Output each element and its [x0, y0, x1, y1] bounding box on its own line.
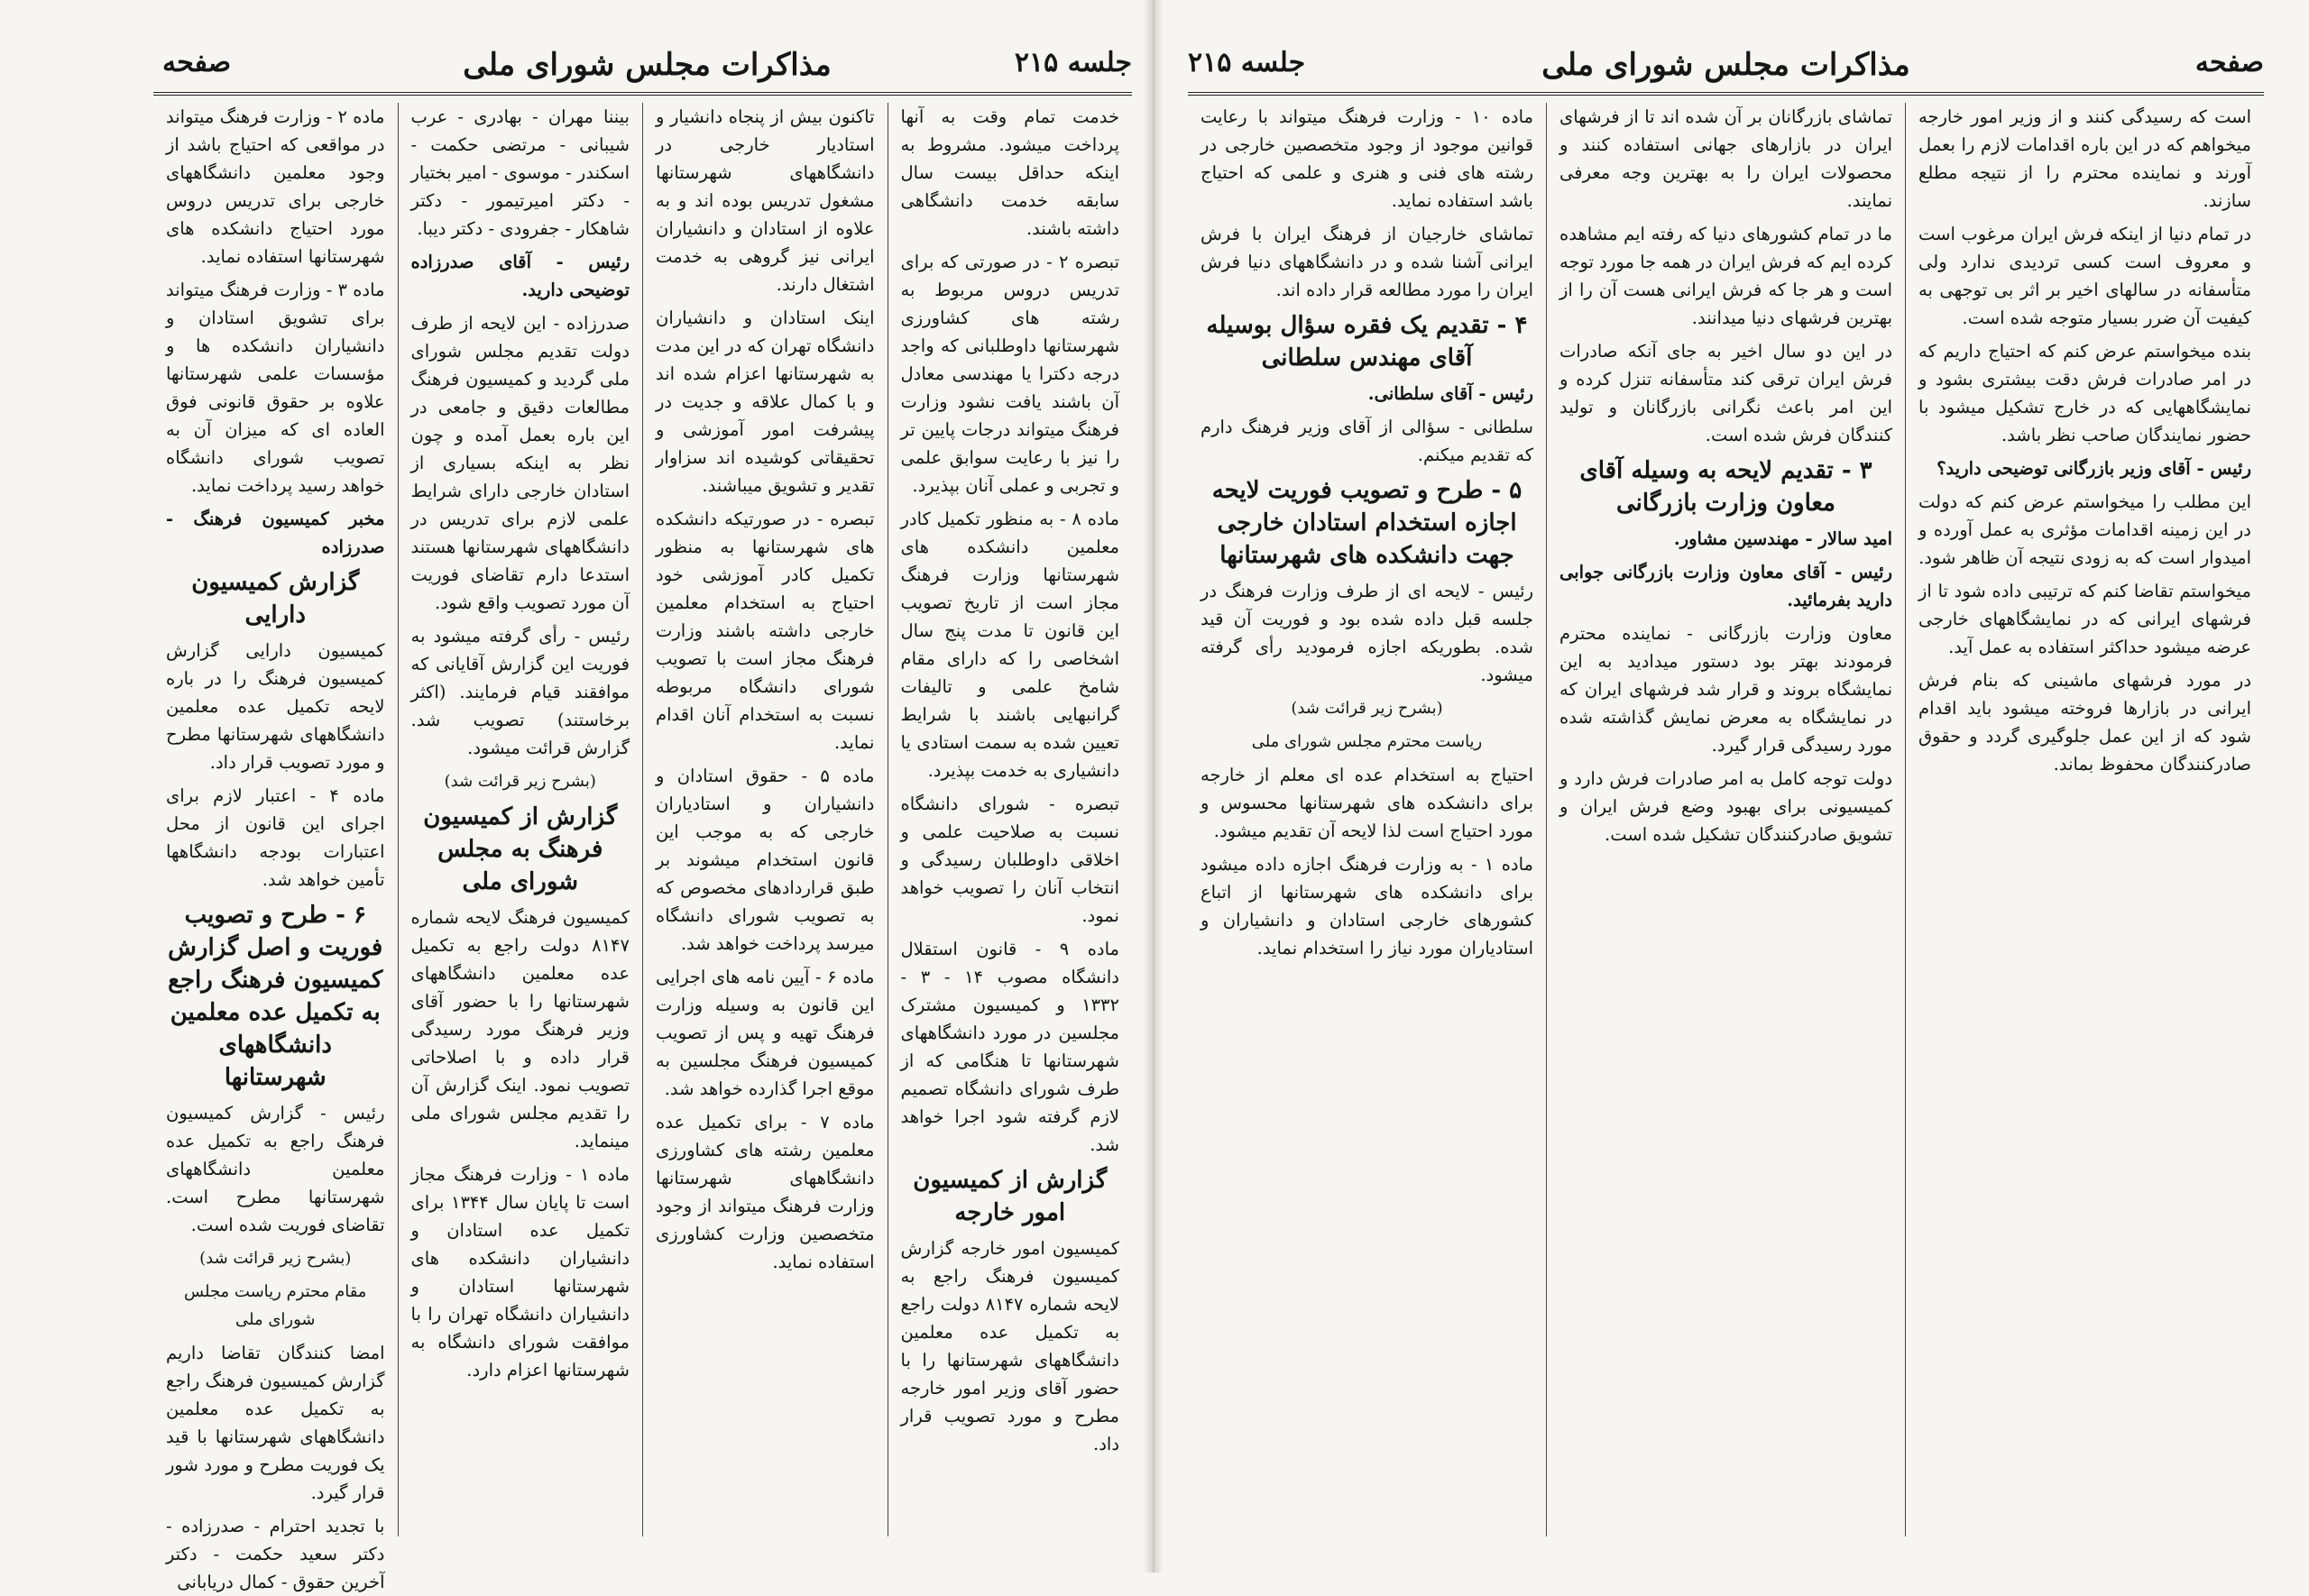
paragraph: است که رسیدگی کنند و از وزیر امور خارجه میخواهم که در این باره اقدامات لازم را بعمل آورند و نماینده محترم را از نتیجه مطلع سازند. [1918, 106, 2251, 211]
address-line: مقام محترم ریاست مجلس شورای ملی [184, 1282, 367, 1329]
paragraph: ما در تمام کشورهای دنیا که رفته ایم مشاهده کرده ایم که فرش ایران در همه جا مورد توجه است و هر جا که فرش ایرانی هست آن را از بهترین فرشهای دنیا میدانند. [1559, 224, 1892, 328]
section-heading: گزارش کمیسیون دارایی [191, 569, 360, 628]
left-session-label: جلسه ۲۱۵ [1014, 47, 1132, 78]
section-heading: گزارش از کمیسیون فرهنگ به مجلس شورای ملی [423, 803, 618, 895]
paragraph: رئیس - گزارش کمیسیون فرهنگ راجع به تکمیل عده معلمین دانشگاههای شهرستانها مطرح است. تقاضای فوریت شده است. [166, 1103, 385, 1235]
speaker-line: امید سالار - مهندسین مشاور. [1673, 528, 1892, 549]
paragraph: تماشای بازرگانان بر آن شده اند تا از فرشهای ایران در بازارهای جهانی استفاده کنند و محصولات ایران را به بهترین وجه معرفی نمایند. [1559, 106, 1892, 211]
paragraph: اینک استادان و دانشیاران دانشگاه تهران که در این مدت به شهرستانها اعزام شده اند و با کمال علاقه و جدیت در پیشرفت امور آموزشی و تحقیقاتی کوشیده اند سزاوار تقدیر و تشویق میباشند. [656, 307, 875, 496]
right-header-rule [1188, 92, 2264, 96]
paragraph: تبصره - در صورتیکه دانشکده های شهرستانها به منظور تکمیل کادر آموزشی خود احتیاج به استخدام معلمین خارجی داشته باشند وزارت فرهنگ مجاز است با تصویب شورای دانشگاه مربوطه نسبت به استخدام آنان اقدام نماید. [656, 509, 875, 753]
speaker-line: رئیس - آقای معاون وزارت بازرگانی جوابی دارید بفرمائید. [1559, 562, 1892, 610]
left-page [0, 0, 1150, 1592]
left-page-header [162, 40, 1132, 94]
signature-line: مخبر کمیسیون فرهنگ - صدرزاده [166, 509, 385, 557]
paragraph: ماده ۵ - حقوق استادان و دانشیاران و استادیاران خارجی که به موجب این قانون استخدام میشوند بر طبق قراردادهای مخصوص که به تصویب شورای دانشگاه میرسد پرداخت خواهد شد. [656, 766, 875, 954]
paragraph: کمیسیون دارایی گزارش کمیسیون فرهنگ را در باره لایحه تکمیل عده معلمین دانشگاههای شهرستانها مطرح و مورد تصویب قرار داد. [166, 640, 385, 773]
paragraph: صدرزاده - این لایحه از طرف دولت تقدیم مجلس شورای ملی گردید و کمیسیون فرهنگ مطالعات دقیق و جامعی در این باره بعمل آمده و چون نظر به اینکه بسیاری از استادان خارجی دارای شرایط علمی لازم برای تدریس در دانشگاههای شهرستانها هستند استدعا دارم تقاضای فوریت آن مورد تصویب واقع شود. [410, 313, 630, 613]
paragraph: احتیاج به استخدام عده ای معلم از خارجه برای دانشکده های شهرستانها محسوس و مورد احتیاج است لذا لایحه آن تقدیم میشود. [1200, 765, 1533, 841]
right-page-title: مذاکرات مجلس شورای ملی [1541, 47, 1910, 83]
address-line: ریاست محترم مجلس شورای ملی [1251, 732, 1483, 751]
paragraph: با تجدید احترام - صدرزاده - دکتر سعید حکمت - دکتر آخرین حقوق - کمال دریابانی [166, 1516, 385, 1592]
paragraph: در تمام دنیا از اینکه فرش ایران مرغوب است و معروف است کسی تردیدی ندارد ولی متأسفانه در سالهای اخیر بر اثر بی توجهی به کیفیت آن ضرر بسیار متوجه شده است. [1918, 224, 2251, 328]
reading-note: (بشرح زیر قرائت شد) [444, 772, 596, 791]
paragraph: ماده ۴ - اعتبار لازم برای اجرای این قانون از محل اعتبارات بودجه دانشگاهها تأمین خواهد شد. [166, 785, 385, 890]
right-session-label: جلسه ۲۱۵ [1188, 47, 1306, 78]
right-columns [1188, 103, 2264, 1536]
paragraph: کمیسیون فرهنگ لایحه شماره ۸۱۴۷ دولت راجع به تکمیل عده معلمین دانشگاههای شهرستانها را با حضور آقای وزیر فرهنگ مورد رسیدگی قرار داده و با اصلاحاتی تصویب نمود. اینک گزارش آن را تقدیم مجلس شورای ملی مینماید. [410, 907, 630, 1151]
section-heading: گزارش از کمیسیون امور خارجه [913, 1167, 1108, 1226]
paragraph: ماده ۶ - آیین نامه های اجرایی این قانون به وسیله وزارت فرهنگ تهیه و پس از تصویب کمیسیون فرهنگ مجلسین به موقع اجرا گذارده خواهد شد. [656, 967, 875, 1099]
paragraph: رئیس - لایحه ای از طرف وزارت فرهنگ در جلسه قبل داده شده بود و فوریت آن قید شده. بطوریکه اجازه فرمودید رأی گرفته میشود. [1200, 581, 1533, 685]
paragraph: ماده ۸ - به منظور تکمیل کادر معلمین دانشکده های شهرستانها وزارت فرهنگ مجاز است از تاریخ تصویب این قانون تا مدت پنج سال اشخاصی را که دارای مقام شامخ علمی و تالیفات گرانبهایی باشند با شرایط تعیین شده به سمت استادی یا دانشیاری به خدمت بپذیرد. [900, 509, 1119, 781]
paragraph: بیننا مهران - بهادری - عرب شیبانی - مرتضی حکمت - اسکندر - موسوی - امیر بختیار - دکتر امیرتیمور - دکتر شاهکار - جفرودی - دکتر دیبا. [410, 106, 630, 239]
right-col-1 [1905, 103, 2264, 1536]
left-col-3 [398, 103, 643, 1536]
agenda-heading: ۶ - طرح و تصویب فوریت و اصل گزارش کمیسیون فرهنگ راجع به تکمیل عده معلمین دانشگاههای شهرستانها [168, 902, 383, 1091]
left-columns [153, 103, 1132, 1592]
paragraph: تاکنون بیش از پنجاه دانشیار و استادیار خارجی در دانشگاههای شهرستانها مشغول تدریس بوده اند و به علاوه از استادان و دانشیاران ایرانی نیز گروهی به خدمت اشتغال دارند. [656, 106, 875, 295]
right-page [1161, 0, 2309, 1573]
paragraph: دولت توجه کامل به امر صادرات فرش دارد و کمیسیونی برای بهبود وضع فرش ایران و تشویق صادرکنندگان تشکیل شده است. [1559, 768, 1892, 845]
paragraph: سلطانی - سؤالی از آقای وزیر فرهنگ دارم که تقدیم میکنم. [1200, 417, 1533, 465]
paragraph: معاون وزارت بازرگانی - نماینده محترم فرمودند بهتر بود دستور میدادید به این نمایشگاه بروند و قرار شد فرشهای ایران که در نمایشگاه به معرض نمایش گذاشته شده مورد رسیدگی قرار گیرد. [1559, 623, 1892, 756]
paragraph: تماشای خارجیان از فرهنگ ایران با فرش ایرانی آشنا شده و در دانشگاههای دنیا فرش ایران را مورد مطالعه قرار داده اند. [1200, 224, 1533, 300]
paragraph: ماده ۹ - قانون استقلال دانشگاه مصوب ۱۴ - ۳ - ۱۳۳۲ و کمیسیون مشترک مجلسین در مورد دانشگاههای شهرستانها تا هنگامی که از طرف شورای دانشگاه تصمیم لازم گرفته شود اجرا خواهد شد. [900, 939, 1119, 1155]
right-page-header [1188, 40, 2264, 94]
left-col-4 [153, 103, 398, 1592]
paragraph: رئیس - رأی گرفته میشود به فوریت این گزارش آقایانی که موافقند قیام فرمایند. (اکثر برخاستند) تصویب شد. گزارش قرائت میشود. [410, 626, 630, 758]
paragraph: ماده ۱۰ - وزارت فرهنگ میتواند با رعایت قوانین موجود از وجود متخصصین خارجی در رشته های فنی و هنری و علمی که احتیاج باشد استفاده نماید. [1200, 106, 1533, 211]
right-col-2 [1546, 103, 1905, 1536]
paragraph: کمیسیون امور خارجه گزارش کمیسیون فرهنگ راجع به لایحه شماره ۸۱۴۷ دولت راجع به تکمیل عده معلمین دانشگاههای شهرستانها را با حضور آقای وزیر امور خارجه مطرح و مورد تصویب قرار داد. [900, 1238, 1119, 1454]
speaker-line: رئیس - آقای وزیر بازرگانی توضیحی دارید؟ [1936, 458, 2251, 479]
speaker-line: رئیس - آقای سلطانی. [1367, 383, 1533, 404]
paragraph: تبصره ۲ - در صورتی که برای تدریس دروس مربوط به رشته های کشاورزی شهرستانها داوطلبانی که واجد درجه دکترا یا مهندسی معادل آن باشند یافت نشود وزارت فرهنگ میتواند درجات پایین تر را نیز با رعایت سوابق علمی و تجربی و عملی آنان بپذیرد. [900, 252, 1119, 496]
paragraph: خدمت تمام وقت به آنها پرداخت میشود. مشروط به اینکه حداقل بیست سال سابقه خدمت دانشگاهی داشته باشند. [900, 106, 1119, 239]
paragraph: این مطلب را میخواستم عرض کنم که دولت در این زمینه اقدامات مؤثری به عمل آورده و امیدوار است که به زودی نتیجه آن ظاهر شود. [1918, 491, 2251, 568]
agenda-heading: ۳ - تقدیم لایحه به وسیله آقای معاون وزارت بازرگانی [1579, 457, 1872, 517]
paragraph: بنده میخواستم عرض کنم که احتیاج داریم که در امر صادرات فرش دقت بیشتری بشود و نمایشگاههایی که در خارج تشکیل میشود با حضور نمایندگان صاحب نظر باشد. [1918, 341, 2251, 445]
reading-note: (بشرح زیر قرائت شد) [199, 1249, 352, 1268]
left-page-number: صفحه [162, 47, 232, 78]
paragraph: ماده ۱ - وزارت فرهنگ مجاز است تا پایان سال ۱۳۴۴ برای تکمیل عده استادان و دانشیاران دانشکده های شهرستانها استادان و دانشیاران دانشگاه تهران را با موافقت شورای دانشگاه به شهرستانها اعزام دارد. [410, 1164, 630, 1380]
left-col-2 [642, 103, 888, 1536]
paragraph: در این دو سال اخیر به جای آنکه صادرات فرش ایران ترقی کند متأسفانه تنزل کرده و این امر باعث نگرانی بازرگانان و تولید کنندگان فرش شده است. [1559, 341, 1892, 445]
paragraph: تبصره - شورای دانشگاه نسبت به صلاحیت علمی و اخلاقی داوطلبان رسیدگی و انتخاب آنان را تصویب خواهد نمود. [900, 793, 1119, 926]
left-header-rule [153, 92, 1132, 96]
paragraph: ماده ۳ - وزارت فرهنگ میتواند برای تشویق استادان و دانشیاران دانشکده ها و مؤسسات علمی شهرستانها علاوه بر حقوق قانونی فوق العاده ای که میزان آن به تصویب شورای دانشگاه خواهد رسید پرداخت نماید. [166, 280, 385, 496]
paragraph: ماده ۷ - برای تکمیل عده معلمین رشته های کشاورزی دانشگاههای شهرستانها وزارت فرهنگ میتواند از وجود متخصصین وزارت کشاورزی استفاده نماید. [656, 1112, 875, 1272]
right-page-number: صفحه [2194, 47, 2264, 78]
agenda-heading: ۵ - طرح و تصویب فوریت لایحه اجازه استخدام استادان خارجی جهت دانشکده های شهرستانها [1211, 477, 1522, 569]
paragraph: ماده ۱ - به وزارت فرهنگ اجازه داده میشود برای دانشکده های شهرستانها از اتباع کشورهای خارجی استادان و دانشیاران و استادیاران مورد نیاز را استخدام نماید. [1200, 854, 1533, 959]
right-col-3 [1188, 103, 1546, 1536]
paragraph: امضا کنندگان تقاضا داریم گزارش کمیسیون فرهنگ راجع به تکمیل عده معلمین دانشگاههای شهرستانها با قید یک فوریت مطرح و مورد شور قرار گیرد. [166, 1343, 385, 1503]
paragraph: در مورد فرشهای ماشینی که بنام فرش ایرانی در بازارها فروخته میشود باید اقدام شود که از این عمل جلوگیری گردد و حقوق صادرکنندگان محفوظ بماند. [1918, 670, 2251, 775]
left-page-title: مذاکرات مجلس شورای ملی [463, 47, 832, 83]
paragraph: ماده ۲ - وزارت فرهنگ میتواند در مواقعی که احتیاج باشد از وجود معلمین دانشگاههای خارجی برای تدریس دروس مورد احتیاج دانشکده های شهرستانها استفاده نماید. [166, 106, 385, 267]
reading-note: (بشرح زیر قرائت شد) [1291, 699, 1443, 718]
speaker-line: رئیس - آقای صدرزاده توضیحی دارید. [410, 252, 630, 300]
paragraph: میخواستم تقاضا کنم که ترتیبی داده شود تا از فرشهای ایرانی که در نمایشگاههای خارجی عرضه میشود حداکثر استفاده به عمل آید. [1918, 581, 2251, 657]
left-col-1 [888, 103, 1133, 1536]
agenda-heading: ۴ - تقدیم یک فقره سؤال بوسیله آقای مهندس سلطانی [1206, 312, 1528, 371]
